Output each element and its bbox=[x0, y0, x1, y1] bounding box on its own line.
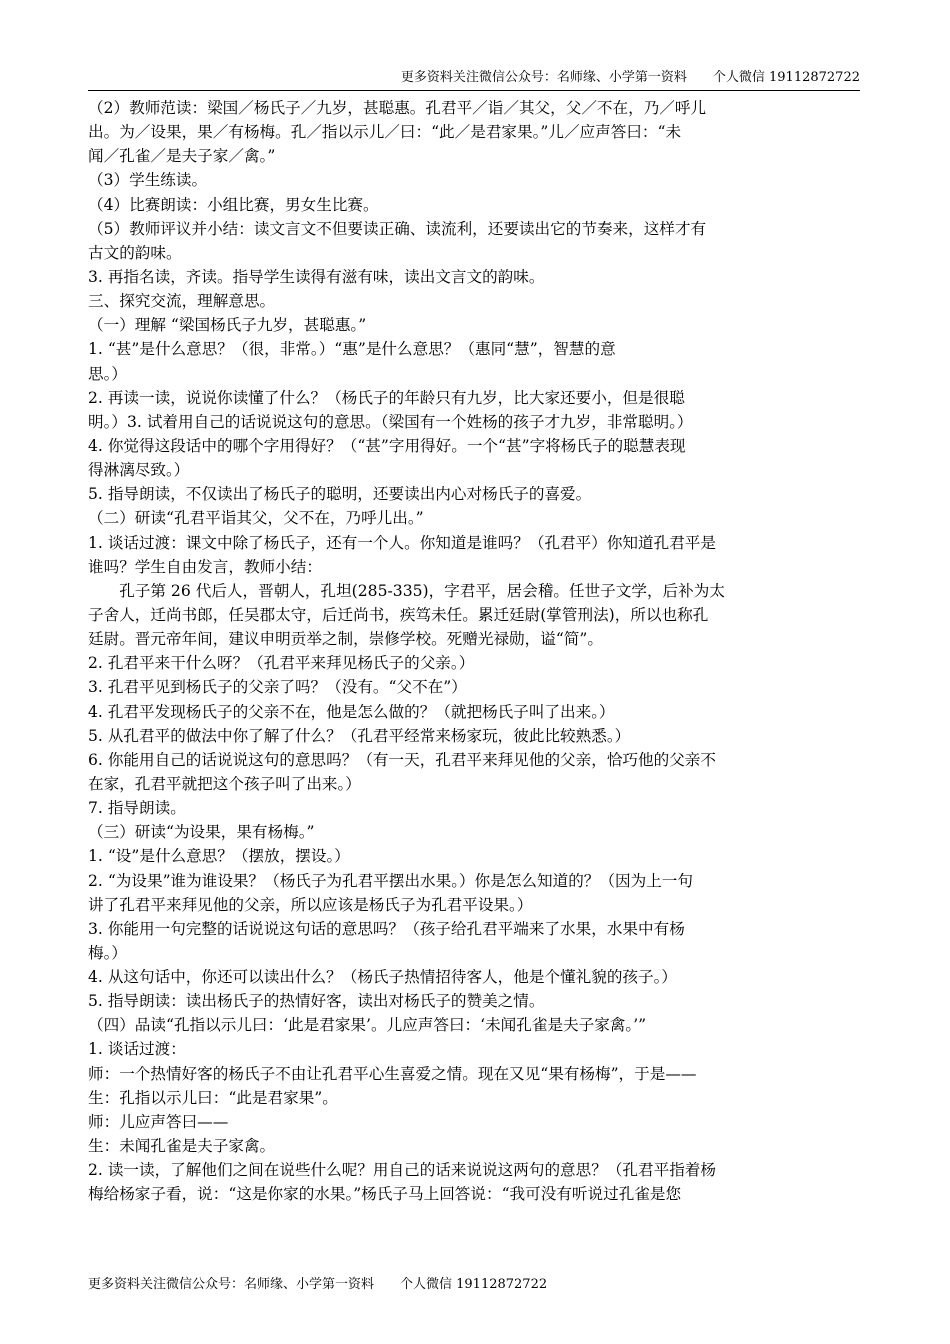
text-line: 3. 再指名读，齐读。指导学生读得有滋有味，读出文言文的韵味。 bbox=[88, 267, 545, 286]
text-line: 5. 指导朗读：读出杨氏子的热情好客，读出对杨氏子的赞美之情。 bbox=[88, 992, 545, 1011]
text-line: 思。） bbox=[88, 364, 127, 383]
text-line: 3. 孔君平见到杨氏子的父亲了吗？（没有。“父不在”） bbox=[88, 678, 467, 697]
text-line: 4. 你觉得这段话中的哪个字用得好？（“甚”字用得好。一个“甚”字将杨氏子的聪慧表现 bbox=[88, 436, 686, 455]
text-line: 谁吗？学生自由发言，教师小结： bbox=[88, 557, 322, 576]
text-line: （四）品读“孔指以示儿曰：‘此是君家果’。儿应声答曰：‘未闻孔雀是夫子家禽。’” bbox=[88, 1016, 647, 1035]
text-line: 1. 谈话过渡： bbox=[88, 1040, 186, 1059]
text-line: （2）教师范读：梁国／杨氏子／九岁，甚聪惠。孔君平／诣／其父，父／不在，乃／呼儿 bbox=[88, 99, 707, 117]
text-line: 孔子第 26 代后人，晋朝人，孔坦(285-335)，字君平，居会稽。任世子文学，后补为太 bbox=[88, 581, 725, 600]
text-line: 3. 你能用一句完整的话说说这句话的意思吗？（孩子给孔君平端来了水果，水果中有杨 bbox=[88, 919, 685, 938]
text-line: 在家，孔君平就把这个孩子叫了出来。） bbox=[88, 774, 361, 793]
text-line: 2. 再读一读，说说你读懂了什么？（杨氏子的年龄只有九岁，比大家还要小，但是很聪 bbox=[88, 388, 685, 407]
page-header: 更多资料关注微信公众号：名师缘、小学第一资料 个人微信 19112872722 bbox=[400, 70, 860, 85]
text-line: （二）研读“孔君平诣其父，父不在，乃呼儿出。” bbox=[88, 509, 424, 528]
text-line: 廷尉。晋元帝年间，建议申明贡举之制，崇修学校。死赠光禄勋，谥“简”。 bbox=[88, 630, 603, 649]
text-line: 1. “甚”是什么意思？（很，非常。）“惠”是什么意思？（惠同“慧”，智慧的意 bbox=[88, 340, 616, 359]
text-line: 2. “为设果”谁为谁设果？（杨氏子为孔君平摆出水果。）你是怎么知道的？（因为上一句 bbox=[88, 871, 693, 890]
text-line: 梅给杨家子看，说：“这是你家的水果。”杨氏子马上回答说：“我可没有听说过孔雀是您 bbox=[88, 1185, 682, 1204]
text-line: （5）教师评议并小结：读文言文不但要读正确、读流利，还要读出它的节奏来，这样才有 bbox=[88, 219, 707, 238]
text-line: 6. 你能用自己的话说说这句的意思吗？（有一天，孔君平来拜见他的父亲，恰巧他的父亲不 bbox=[88, 750, 716, 769]
text-line: 5. 指导朗读，不仅读出了杨氏子的聪明，还要读出内心对杨氏子的喜爱。 bbox=[88, 485, 592, 504]
text-line: 师：儿应声答曰—— bbox=[88, 1112, 229, 1131]
text-line: （3）学生练读。 bbox=[88, 171, 208, 190]
text-line: 5. 从孔君平的做法中你了解了什么？（孔君平经常来杨家玩，彼此比较熟悉。） bbox=[88, 726, 631, 745]
text-line: 得淋漓尽致。） bbox=[88, 461, 190, 480]
text-line: 明。）3. 试着用自己的话说说这句的意思。（梁国有一个姓杨的孩子才九岁，非常聪明。） bbox=[88, 412, 693, 431]
text-line: （4）比赛朗读：小组比赛，男女生比赛。 bbox=[88, 195, 379, 214]
text-line: （三）研读“为设果，果有杨梅。” bbox=[88, 823, 315, 842]
page-footer: 更多资料关注微信公众号：名师缘、小学第一资料 个人微信 19112872722 bbox=[88, 1277, 548, 1292]
text-line: 三、探究交流，理解意思。 bbox=[88, 292, 276, 311]
body-text bbox=[88, 96, 860, 1206]
text-line: 梅。） bbox=[88, 943, 127, 962]
text-line: 讲了孔君平来拜见他的父亲，所以应该是杨氏子为孔君平设果。） bbox=[88, 895, 533, 914]
text-line: 2. 孔君平来干什么呀？（孔君平来拜见杨氏子的父亲。） bbox=[88, 654, 475, 673]
text-line: 生：未闻孔雀是夫子家禽。 bbox=[88, 1137, 276, 1156]
header-divider bbox=[88, 90, 860, 91]
text-line: 4. 孔君平发现杨氏子的父亲不在，他是怎么做的？（就把杨氏子叫了出来。） bbox=[88, 702, 615, 721]
text-line: 古文的韵味。 bbox=[88, 243, 182, 262]
text-line: 师：一个热情好客的杨氏子不由让孔君平心生喜爱之情。现在又见“果有杨梅”，于是—— bbox=[88, 1064, 697, 1083]
text-line: 闻／孔雀／是夫子家／禽。” bbox=[88, 147, 276, 166]
text-line: 生：孔指以示儿曰：“此是君家果”。 bbox=[88, 1088, 338, 1107]
text-line: （一）理解 “梁国杨氏子九岁，甚聪惠。” bbox=[88, 316, 367, 335]
text-line: 子舍人，迁尚书郎，任吴郡太守，后迁尚书，疾笃未任。累迁廷尉(掌管刑法)，所以也称孔 bbox=[88, 605, 709, 624]
text-line: 2. 读一读，了解他们之间在说些什么呢？用自己的话来说说这两句的意思？（孔君平指着杨 bbox=[88, 1161, 716, 1180]
text-line: 1. 谈话过渡：课文中除了杨氏子，还有一个人。你知道是谁吗？（孔君平）你知道孔君平是 bbox=[88, 533, 716, 552]
text-line: 7. 指导朗读。 bbox=[88, 799, 186, 818]
text-line: 4. 从这句话中，你还可以读出什么？（杨氏子热情招待客人，他是个懂礼貌的孩子。） bbox=[88, 968, 678, 987]
text-line: 1. “设”是什么意思？（摆放，摆设。） bbox=[88, 847, 350, 866]
text-line: 出。为／设果，果／有杨梅。孔／指以示儿／曰：“此／是君家果。”儿／应声答曰：“未 bbox=[88, 123, 682, 142]
